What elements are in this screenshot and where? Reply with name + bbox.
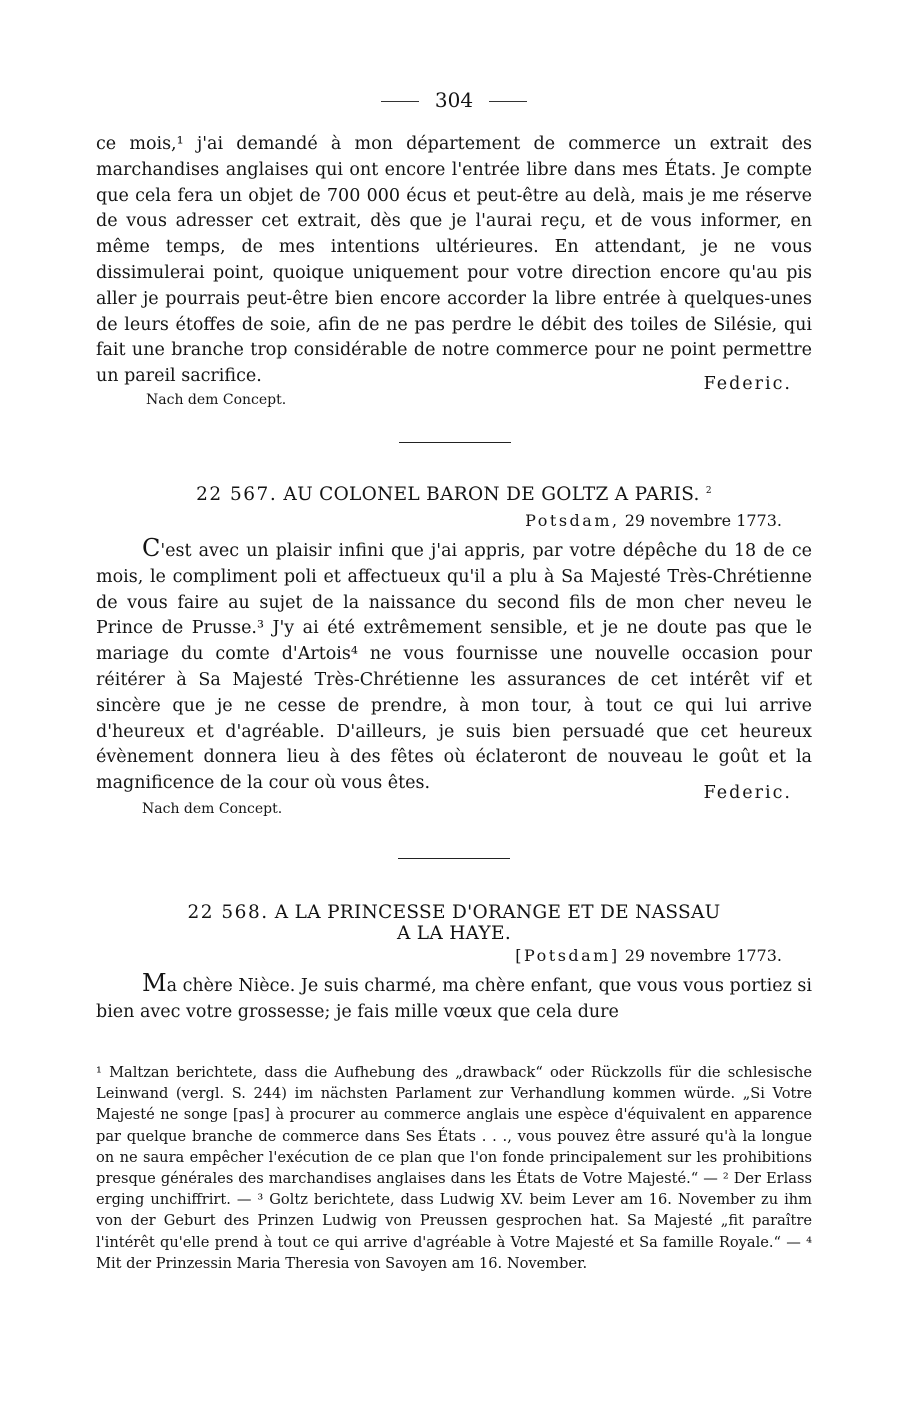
initial-letter: C [142,534,161,562]
page-number-dash-right [489,101,527,102]
letter-title: A LA PRINCESSE D'ORANGE ET DE NASSAU [274,902,721,923]
footnotes-text: ¹ Maltzan berichtete, dass die Aufhebung des „drawback“ oder Rückzolls für die schlesische Leinwand (vergl. S. 244) im nächsten Parlament zur Verhandlung kommen würde. „Si Votre Majesté ne songe [pas] à procurer au commerce anglais une espèce d'équivalent en apparence par quelque branche de commerce dans Ses États . . ., vous pouvez être assuré qu'à la longue on ne saura empêcher l'exécution de ce plan que l'on fonde principalement sur les prohibitions presque générales des marchandises anglaises dans les États de Votre Majesté.“ — ² Der Erlass erging unchiffrirt. — ³ Goltz berichtete, dass Ludwig XV. beim Lever am 16. November zu ihm von der Geburt des Prinzen Ludwig von Preussen gesprochen hat. Sa Majesté „fit paraître l'intérêt qu'elle prend à tout ce qui arrive d'agréable à Votre Majesté et Sa famille Royale.“ — ⁴ Mit der Prinzessin Maria Theresia von Savoyen am 16. November. [96,1064,812,1272]
dateline-place: [Potsdam] [515,946,620,965]
source-note: Nach dem Concept. [142,800,283,817]
letter-22568 [96,902,812,1026]
letter-number: 22 568. [187,902,269,923]
source-note: Nach dem Concept. [146,391,287,408]
separator-rule [398,858,510,859]
dateline-date: 29 novembre 1773. [624,946,782,965]
letter-number: 22 567. [196,484,278,505]
page-number [96,88,812,112]
letter-continuation [96,132,812,408]
page-number-text: 304 [434,88,474,112]
letter-body [96,536,812,797]
dateline [96,946,812,965]
dateline-date: 29 novembre 1773. [624,511,782,530]
letter-heading [96,484,812,505]
dateline-place: Potsdam, [525,511,620,530]
signature: Federic. [703,373,792,394]
letter-22567 [96,484,812,817]
page-number-dash-left [381,101,419,102]
footnotes [96,1062,812,1274]
dateline [96,511,812,530]
letter-title: AU COLONEL BARON DE GOLTZ A PARIS. [283,484,700,505]
letter-heading [96,902,812,923]
separator-rule [399,442,511,443]
initial-letter: M [142,969,167,997]
letter-body-text: 'est avec un plaisir infini que j'ai appris, par votre dépêche du 18 de ce mois, le compliment poli et affectueux qu'il a plu à Sa Majesté Très-Chrétienne de vous faire au sujet de la naissance du second fils de mon cher neveu le Prince de Prusse.³ J'y ai été extrêmement sensible, et je ne doute pas que le mariage du comte d'Artois⁴ ne vous fournisse une nouvelle occasion pour réitérer à Sa Majesté Très-Chrétienne les assurances de cet intérêt vif et sincère que je ne cesse de prendre, à mon tour, à tout ce qui lui arrive d'heureux et d'agréable. D'ailleurs, je suis bien persuadé que cet heureux évènement donnera lieu à des fêtes où éclateront de nouveau le goût et la magnificence de la cour où vous êtes. [96,541,812,794]
letter-title-line2: A LA HAYE. [396,923,512,944]
letter-body-text: a chère Nièce. Je suis charmé, ma chère enfant, que vous vous portiez si bien avec votre grossesse; je fais mille vœux que cela dure [96,976,812,1022]
letter-body [96,971,812,1026]
letter-continuation-text: ce mois,¹ j'ai demandé à mon département de commerce un extrait des marchandises anglaises qui ont encore l'entrée libre dans mes États. Je compte que cela fera un objet de 700 000 écus et peut-être au delà, mais je me réserve de vous adresser cet extrait, dès que je l'aurai reçu, et de vous informer, en même temps, de mes intentions ultérieures. En attendant, je ne vous dissimulerai point, quoique uniquement pour votre direction encore qu'au pis aller je pourrais peut-être bien encore accorder la libre entrée à quelques-unes de leurs étoffes de soie, afin de ne pas perdre le débit des toiles de Silésie, qui fait une branche trop considérable de notre commerce pour ne point permettre un pareil sacrifice. [96,134,812,387]
footnote-ref: 2 [705,485,712,496]
signature: Federic. [703,782,792,803]
